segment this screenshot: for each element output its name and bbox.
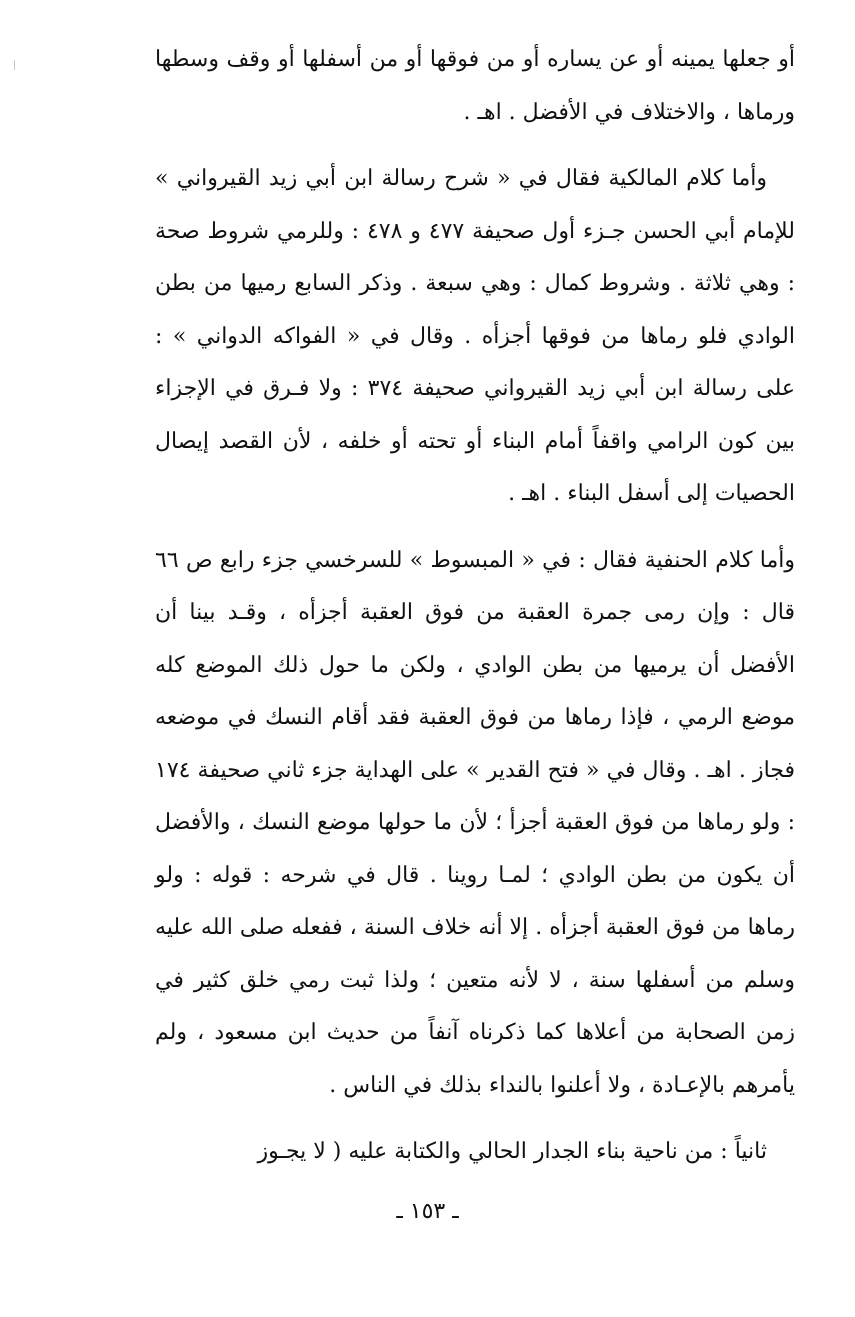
page-number: ـ ١٥٣ ـ [396,1199,459,1224]
paragraph-hanafi: وأما كلام الحنفية فقال : في « المبسوط » للسرخسي جزء رابع ص ٦٦ قال : وإن رمى جمرة العقبة من فوق العقبة أجزأه ، وقـد بينا أن الأفضل أن يرميها من بطن الوادي ، ولكن ما حول ذلك الموضع كله موضع الرمي ، فإذا رماها من فوق العقبة فقد أقام النسك في موضعه فجاز . اهـ . وقال في « فتح القدير » على الهداية جزء ثاني صحيفة ١٧٤ : ولو رماها من فوق العقبة أجزأ ؛ لأن ما حولها موضع النسك ، والأفضل أن يكون من بطن الوادي ؛ لمـا روينا . قال في شرحه : قوله : ولو رماها من فوق العقبة أجزأه . إلا أنه خلاف السنة ، ففعله صلى الله عليه وسلم من أسفلها سنة ، لا لأنه متعين ؛ ولذا ثبت رمي خلق كثير في زمن الصحابة من أعلاها كما ذكرناه آنفاً من حديث ابن مسعود ، ولم يأمرهم بالإعـادة ، ولا أعلنوا بالنداء بذلك في الناس . [155,547,795,1098]
margin-mark [14,60,15,70]
paragraph-maliki: وأما كلام المالكية فقال في « شرح رسالة ابن أبي زيد القيرواني » للإمام أبي الحسن جـزء أول صحيفة ٤٧٧ و ٤٧٨ : وللرمي شروط صحة : وهي ثلاثة . وشروط كمال : وهي سبعة . وذكر السابع رميها من بطن الوادي فلو رماها من فوقها أجزأه . وقال في « الفواكه الدواني » : على رسالة ابن أبي زيد القيرواني صحيفة ٣٧٤ : ولا فـرق في الإجزاء بين كون الرامي واقفاً أمام البناء أو تحته أو خلفه ، لأن القصد إيصال الحصيات إلى أسفل البناء . اهـ . [155,166,795,506]
body-text [155,34,795,1179]
paragraph-continuation: أو جعلها يمينه أو عن يساره أو من فوقها أو من أسفلها أو وقف وسطها ورماها ، والاختلاف في الأفضل . اهـ . [155,47,795,125]
paragraph-second-point: ثانياً : من ناحية بناء الجدار الحالي والكتابة عليه ( لا يجـوز [257,1139,767,1164]
